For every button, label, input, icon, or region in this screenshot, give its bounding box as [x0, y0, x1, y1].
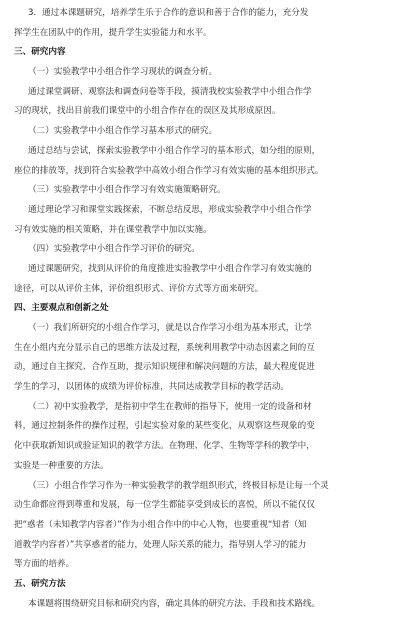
text-line: （二）实验教学中小组合作学习基本形式的研究。: [28, 126, 218, 137]
text-line: 座位的排放等，找到符合实验教学中高效小组合作学习有效实施的基本组织形式。: [14, 165, 324, 176]
text-line: 本课题将围绕研究目标和研究内容，确定具体的研究方法、手段和技术路线。: [28, 598, 321, 609]
text-line: （一）实验教学中小组合作学习现状的调查分析。: [28, 67, 218, 78]
document-body: [14, 4, 388, 614]
text-line: 通过课题研究，找到从评价的角度推进实验教学中小组合作学习有效实施的: [28, 263, 312, 274]
text-line: 实验是一种重要的方法。: [14, 460, 109, 471]
text-line: 动生命都应得到尊重和发展，每一位学生都能享受到成长的喜悦，所以不能仅仅: [14, 500, 315, 511]
text-line: 学生的学习，以团体的成绩为评价标准，共同达成教学目标的教学活动。: [14, 382, 290, 393]
text-line: （二）初中实验教学，是指初中学生在教师的指导下，使用一定的设备和材: [28, 401, 312, 412]
section-heading: 三、研究内容: [14, 47, 66, 58]
section-heading: 五、研究方法: [14, 578, 66, 589]
text-line: 生在小组内充分显示自己的思维方法及过程，系统利用教学中动态因素之间的互: [14, 342, 315, 353]
text-line: 习有效实施的相关策略，并在课堂教学中加以实施。: [14, 224, 212, 235]
text-line: （四）实验教学中小组合作学习评价的研究。: [28, 244, 200, 255]
text-line: （一）我们所研究的小组合作学习，就是以合作学习小组为基本形式，让学: [28, 323, 312, 333]
section-heading: 四、主要观点和创新之处: [14, 303, 109, 314]
text-line: 途径，可以从评价主体，评价组织形式、评价方式等方面来研究。: [14, 283, 264, 294]
text-line: 把“惑者（未知教学内容者）”作为小组合作中的中心人物，也要重视“知者（知: [14, 519, 307, 530]
text-line: 通过总结与尝试，探索实验教学中小组合作学习的基本形式，如分组的原则，: [28, 145, 321, 156]
text-line: 通过理论学习和课堂实践探索，不断总结反思，形成实验教学中小组合作学: [28, 204, 312, 215]
text-line: 动，通过自主探究、合作互助，提示知识规律和解决问题的方法，最大程度促进: [14, 362, 315, 373]
text-line: （三）小组合作学习作为一种实验教学的教学组织形式，终极目标是让每一个灵: [28, 480, 329, 491]
text-line: 习的现状，找出目前我们课堂中的小组合作存在的误区及其形成原因。: [14, 106, 281, 117]
text-line: 等方面的培养。: [14, 559, 75, 570]
text-line: 料，通过控制条件的操作过程，引起实验对象的某些变化，从观察这些现象的变: [14, 421, 315, 432]
text-line: 化中获取新知识或验证知识的教学方法。在物理、化学、生物等学科的教学中，: [14, 441, 315, 452]
text-line: 挥学生在团队中的作用，提升学生实验能力和水平。: [14, 27, 212, 38]
text-line: 道教学内容者）”共享惑者的能力，处理人际关系的能力，指导别人学习的能力: [14, 539, 307, 550]
text-line: 3．通过本课题研究，培养学生乐于合作的意识和善于合作的能力，充分发: [28, 8, 309, 18]
text-line: 通过课堂调研、观察法和调查问卷等手段，摸清我校实验教学中小组合作学: [28, 86, 312, 97]
text-line: （三）实验教学中小组合作学习有效实施策略研究。: [28, 185, 226, 196]
